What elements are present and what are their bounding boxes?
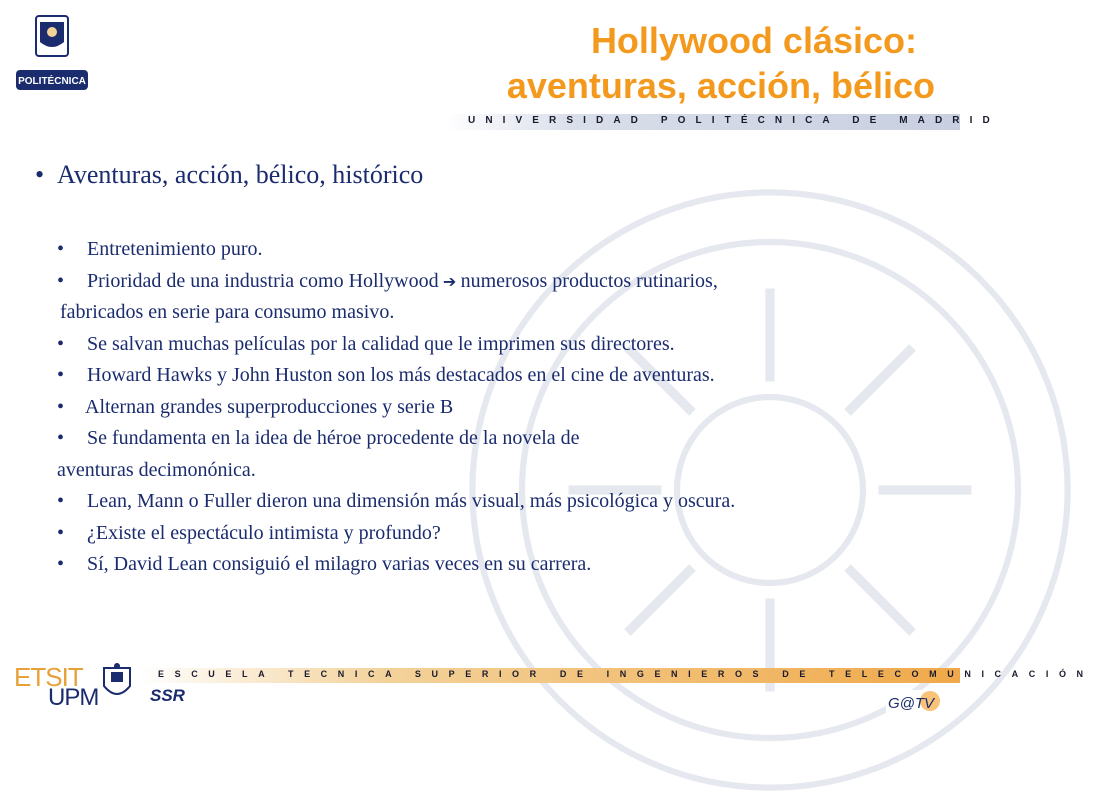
list-item-continuation [60,297,735,329]
bullet-icon: • [57,521,65,544]
school-band [140,668,1094,683]
list-item [57,486,735,518]
bullet-icon: • [57,269,65,292]
upm-crest-icon [100,662,134,704]
list-item [57,234,735,266]
main-heading-text: Aventuras, acción, bélico, histórico [57,160,424,189]
bullet-list [57,234,735,581]
list-item [57,518,735,550]
list-item [57,329,735,361]
list-item-text: ¿Existe el espectáculo intimista y profundo? [87,521,441,544]
list-item [57,423,735,455]
bullet-icon: • [35,160,45,189]
list-item-text: Alternan grandes superproducciones y serie B [85,395,454,418]
logo-text: POLITÉCNICA [18,76,86,87]
politecnica-logo [14,14,90,92]
bullet-icon: • [57,427,65,449]
bullet-icon: • [57,364,65,386]
ssr-logo: SSR [150,686,185,705]
list-item [57,360,735,392]
arrow-right-icon: ➔ [442,271,457,291]
list-item-text: Howard Hawks y John Huston son los más destacados en el cine de aventuras. [87,364,715,386]
university-band [445,114,1000,130]
list-item-text: numerosos productos rutinarios, [460,269,718,292]
title-line-2: aventuras, acción, bélico [506,65,935,106]
list-item-text: Se salvan muchas películas por la calidad que le imprimen sus directores. [87,332,675,355]
gatv-text: G@TV [888,695,935,712]
bullet-icon: • [57,490,65,512]
university-band-text: UNIVERSIDAD POLITÉCNICA DE MADRID [468,115,1000,126]
list-item-text: Lean, Mann o Fuller dieron una dimensión más visual, más psicológica y oscura. [87,490,736,512]
list-item-text: aventuras decimonónica. [57,458,256,481]
list-item-text: Prioridad de una industria como Hollywood [87,269,439,292]
etsit-logo: ETSIT [14,662,83,692]
list-item-continuation [57,455,735,487]
page-title [507,18,935,108]
bullet-icon: • [57,395,65,418]
list-item [57,392,735,424]
bullet-icon: • [57,332,65,355]
upm-logo: UPM [48,684,99,711]
gatv-logo [886,690,940,714]
list-item-text: fabricados en serie para consumo masivo. [60,301,395,323]
list-item [57,549,735,581]
bullet-icon: • [57,553,65,575]
school-band-text: ESCUELA TECNICA SUPERIOR DE INGENIEROS DE TELECOMUNICACIÓN [158,669,1094,679]
list-item [57,266,735,298]
title-line-1: Hollywood clásico: [590,20,917,61]
list-item-text: Sí, David Lean consiguió el milagro varias veces en su carrera. [87,553,592,575]
main-heading [35,160,423,190]
bullet-icon: • [57,238,65,260]
list-item-text: Entretenimiento puro. [87,238,263,260]
list-item-text: Se fundamenta en la idea de héroe procedente de la novela de [87,427,580,449]
